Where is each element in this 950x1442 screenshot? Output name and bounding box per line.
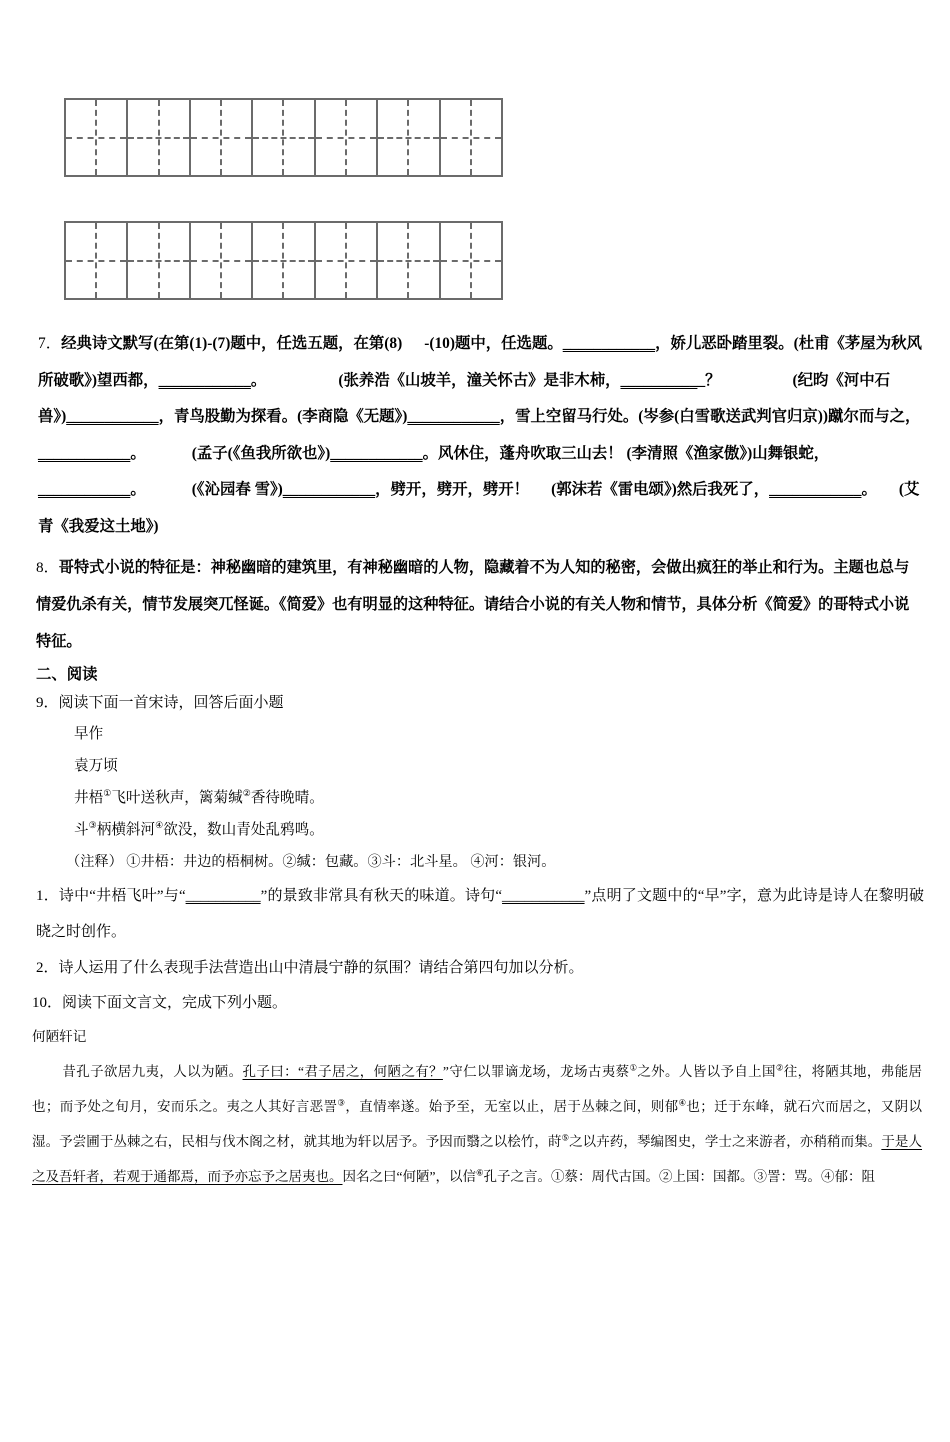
answer-blank[interactable]: ____________ bbox=[66, 408, 159, 425]
poem-verse-1-b: 飞叶送秋声，篱菊缄 bbox=[111, 790, 243, 806]
poem-verse-2-c: 欲没，数山青处乱鸦鸣。 bbox=[163, 822, 324, 838]
ct-d: 往，将陋其地，弗能居也；而予处之旬月，安而乐之。夷之人其好言恶詈 bbox=[32, 1064, 922, 1114]
writing-grid-row-2 bbox=[64, 221, 503, 300]
question-7-text-4c: (孟子(《鱼我所欲也》) bbox=[191, 444, 331, 462]
question-9-stem-text: 阅读下面一首宋诗，回答后面小题 bbox=[58, 695, 284, 711]
poem-verse-2-b: 柄横斜河 bbox=[96, 822, 156, 838]
footnote-marker-6: ⑥ bbox=[475, 1168, 484, 1178]
section-heading-reading: 二、阅读 bbox=[36, 666, 98, 683]
answer-blank[interactable]: ____________ bbox=[158, 371, 251, 389]
question-7-text-3: _？ bbox=[697, 371, 721, 389]
poem-verse-1-a: 井梧 bbox=[74, 790, 104, 806]
question-7-text-4d: 。风休住，蓬舟吹取 bbox=[422, 444, 562, 462]
footnote-marker-2: ② bbox=[242, 788, 251, 799]
writing-grid-cell bbox=[441, 223, 503, 298]
writing-grid-cell bbox=[191, 100, 253, 175]
writing-grid-cell bbox=[191, 223, 253, 298]
ct-g: 之以卉药，琴编图史，学士之来游者，亦稍稍而集。 bbox=[569, 1134, 882, 1149]
ct-h: 因名之曰“何陋”，以信 bbox=[342, 1169, 476, 1184]
question-7-text-4: 参(白雪歌送武判官归京))蹴尔而与之， bbox=[658, 408, 921, 425]
writing-grid-cell bbox=[66, 100, 128, 175]
question-7-text-5d: ，劈开，劈开，劈开！ bbox=[375, 481, 530, 498]
question-7-text-3d: ，雪上空留马行处。(岑 bbox=[499, 408, 659, 425]
answer-blank[interactable]: ____________ bbox=[562, 335, 656, 352]
footnote-marker-2: ② bbox=[775, 1063, 784, 1073]
footnote-marker-1: ① bbox=[103, 788, 112, 799]
writing-grid-cell bbox=[378, 223, 440, 298]
answer-blank[interactable]: ____________ bbox=[282, 481, 376, 498]
question-10-stem bbox=[26, 986, 924, 1020]
footnote-marker-1: ① bbox=[629, 1063, 638, 1073]
question-7-text-3b: (纪昀《河中石兽》) bbox=[38, 371, 891, 425]
footnote-marker-3: ③ bbox=[337, 1098, 346, 1108]
poem-notes: （注释） ①井梧：井边的梧桐树。②缄：包藏。③斗：北斗星。 ④河：银河。 bbox=[66, 854, 556, 870]
ct-a: 昔孔子欲居九夷，人以为陋。 bbox=[62, 1064, 243, 1079]
poem-title: 早作 bbox=[74, 726, 104, 742]
answer-blank[interactable]: __________ bbox=[620, 371, 698, 389]
question-7-text-2b: 。 bbox=[250, 371, 267, 389]
answer-blank[interactable]: ____________ bbox=[38, 481, 131, 498]
question-7-text-2: (杜甫《茅屋为秋风所破歌》)望西都， bbox=[38, 335, 922, 389]
ct-b: ”守仁以罪谪龙场，龙场古夷蔡 bbox=[442, 1064, 630, 1079]
writing-grid-cell bbox=[253, 100, 315, 175]
question-7-text-2c: (张养浩《山坡羊，潼关怀古》是非木柿， bbox=[338, 371, 621, 389]
footnote-marker-4: ④ bbox=[678, 1098, 687, 1108]
writing-grid-cell bbox=[66, 223, 128, 298]
question-7 bbox=[26, 326, 924, 545]
poem-verse-2-a: 斗 bbox=[74, 822, 89, 838]
classical-text-body bbox=[26, 1054, 924, 1194]
question-7-text-3c: ，青鸟股勤为探看。(李商隐《无题》) bbox=[158, 408, 408, 425]
poem-verse-1-c: 香待晚晴。 bbox=[250, 790, 324, 806]
writing-grid-cell bbox=[316, 223, 378, 298]
ct-underlined-1: 孔子曰：“君子居之，何陋之有？ bbox=[242, 1064, 443, 1079]
question-7-number: 7． bbox=[38, 335, 62, 352]
classical-text-title: 何陋轩记 bbox=[32, 1029, 87, 1044]
question-7-text-4b: 。 bbox=[130, 444, 146, 462]
question-7-text-5c: (《沁园春 雪》) bbox=[191, 481, 283, 498]
question-8-text: 哥特式小说的特征是：神秘幽暗的建筑里，有神秘幽暗的人物，隐藏着不为人知的秘密，会做出疯狂的举止和行为。主题也总与情爱仇杀有关，情节发展突兀怪诞。《简爱》也有明显的这种特征。请结合小说的有关人物和情节，具体分析《简爱》的哥特式小说特征。 bbox=[36, 559, 910, 650]
ct-underlined-2: 于是人之及吾轩者，若观于通都焉，而予亦忘予之居夷也。 bbox=[32, 1134, 923, 1184]
ct-e: ，直情率遂。始予至，无室以止，居于丛棘之间，则郁 bbox=[345, 1099, 679, 1114]
question-9-stem bbox=[26, 688, 924, 718]
question-7-text-6: (郭沫若《雷电颂》)然后我死了， bbox=[551, 481, 770, 498]
question-9-number: 9． bbox=[36, 695, 59, 711]
question-9-sub-2: 2．诗人运用了什么表现手法营造出山中清晨宁静的氛围？请结合第四句加以分析。 bbox=[36, 960, 584, 976]
ct-i: 孔子之言。①蔡：周代古国。②上国：国都。③詈：骂。④郁：阻 bbox=[483, 1169, 875, 1184]
footnote-marker-4: ④ bbox=[155, 820, 164, 831]
question-8-number: 8． bbox=[36, 559, 59, 576]
question-7-text-6b: 。 bbox=[861, 481, 877, 498]
question-7-text-1: 经典诗文默写(在第(1)-(7)题中，任选五题，在第(8) bbox=[61, 335, 403, 352]
sub-question-1-text-b: ”的景致非常具有秋天的味道。诗句“ bbox=[260, 888, 503, 904]
question-7-text-1c: ，娇儿恶卧踏里裂。 bbox=[655, 335, 794, 352]
writing-grid-cell bbox=[378, 100, 440, 175]
writing-grid-cell bbox=[441, 100, 503, 175]
question-10-number: 10． bbox=[32, 995, 63, 1011]
question-9-sub-1 bbox=[26, 878, 924, 950]
writing-grid-cell bbox=[316, 100, 378, 175]
sub-question-1-text-c: ”点明了文题中的“早”字，意为此诗是诗人在黎明破晓之时创作。 bbox=[36, 888, 924, 940]
answer-blank[interactable]: ____________ bbox=[330, 444, 423, 462]
answer-blank[interactable]: ____________ bbox=[769, 481, 862, 498]
answer-blank[interactable]: ___________ bbox=[502, 888, 585, 904]
writing-grid-row-1 bbox=[64, 98, 503, 177]
answer-blank[interactable]: ____________ bbox=[407, 408, 500, 425]
ct-c: 之外。人皆以予自上国 bbox=[637, 1064, 776, 1079]
ct-f: 也；迁于东峰，就石穴而居之，又阴以湿。予尝圃于丛棘之右，民相与伐木阁之材，就其地为轩以居予。予因而翳之以桧竹，莳 bbox=[32, 1099, 923, 1149]
poem-author: 袁万顷 bbox=[74, 758, 118, 774]
writing-grid-cell bbox=[128, 100, 190, 175]
footnote-marker-5: ⑤ bbox=[561, 1133, 570, 1143]
answer-blank[interactable]: ____________ bbox=[38, 444, 131, 462]
question-7-text-5b: 。 bbox=[130, 481, 146, 498]
exam-paper-page bbox=[0, 98, 950, 1442]
question-7-text-1b: -(10)题中，任选题。 bbox=[424, 335, 563, 352]
writing-grid-cell bbox=[253, 223, 315, 298]
question-8 bbox=[26, 549, 924, 660]
question-7-text-6c: (艾青《我爱这土地》) bbox=[38, 481, 920, 535]
writing-grid-cell bbox=[128, 223, 190, 298]
poem-verse-1 bbox=[26, 782, 924, 814]
question-10-stem-text: 阅读下面文言文，完成下列小题。 bbox=[62, 995, 288, 1011]
footnote-marker-3: ③ bbox=[88, 820, 97, 831]
sub-question-1-text-a: 1．诗中“井梧飞叶”与“ bbox=[36, 888, 186, 904]
question-7-text-5: 三山去！ (李清照《渔家傲》)山舞银蛇， bbox=[561, 444, 830, 462]
poem-verse-2 bbox=[26, 814, 924, 846]
answer-blank[interactable]: __________ bbox=[185, 888, 261, 904]
